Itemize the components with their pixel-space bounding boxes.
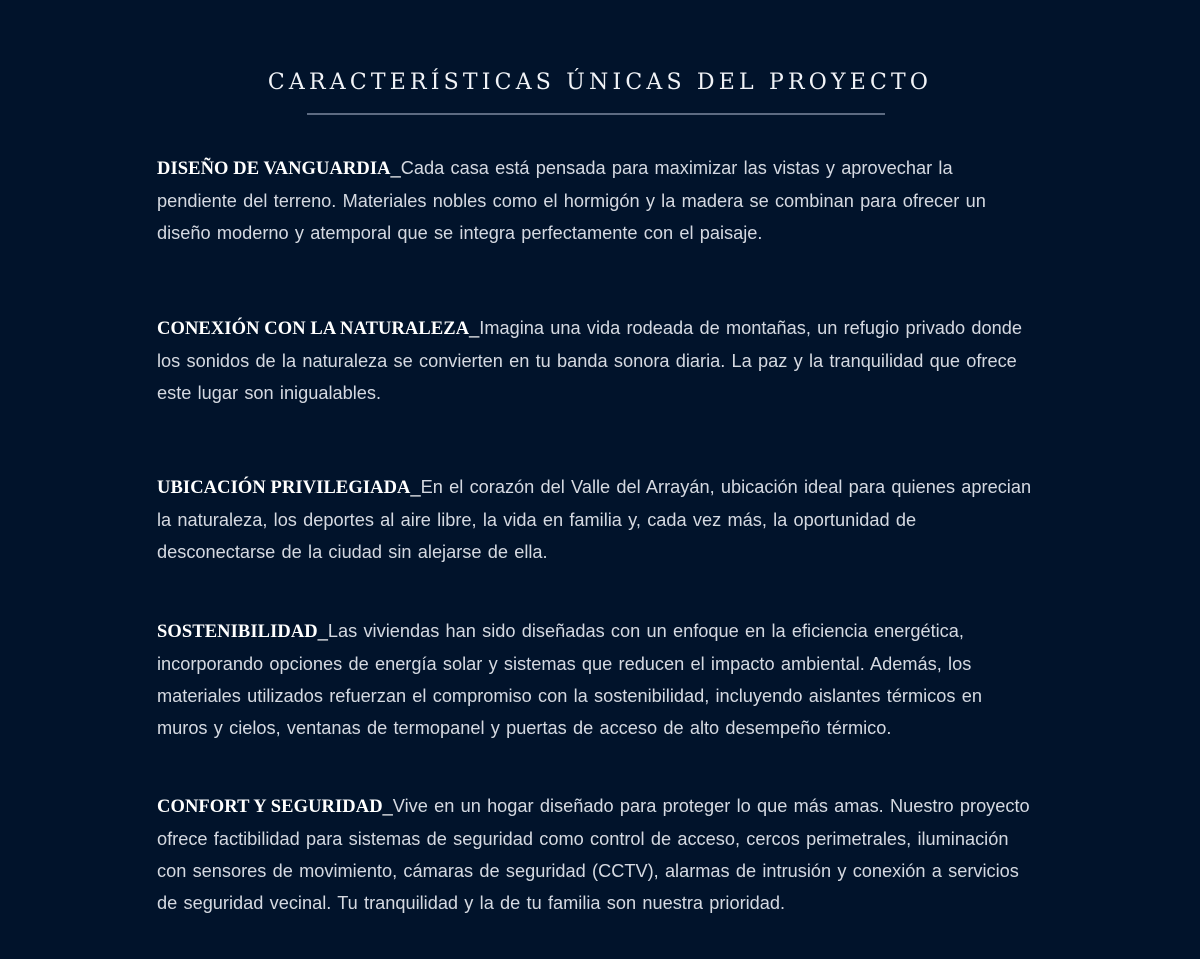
- feature-heading: DISEÑO DE VANGUARDIA: [157, 159, 391, 179]
- title-section: [0, 64, 1200, 102]
- feature-heading: CONFORT Y SEGURIDAD: [157, 797, 383, 817]
- feature-heading: UBICACIÓN PRIVILEGIADA: [157, 478, 411, 498]
- feature-nature: [157, 312, 1037, 409]
- feature-security: [157, 790, 1037, 919]
- feature-body: Las viviendas han sido diseñadas con un enfoque en la eficiencia energética, incorporando opciones de energía solar y sistemas que reducen el impacto ambiental. Además, los materiales utilizados refuerzan el compromiso con la sostenibilidad, incluyendo aislantes térmicos en muros y cielos, ventanas de termopanel y puertas de acceso de alto desempeño térmico.: [157, 621, 982, 738]
- feature-separator: _: [390, 158, 401, 178]
- feature-location: [157, 471, 1037, 568]
- feature-heading: SOSTENIBILIDAD: [157, 622, 318, 642]
- feature-body: Cada casa está pensada para maximizar las vistas y aprovechar la pendiente del terreno. Materiales nobles como el hormigón y la madera se combinan para ofrecer un diseño moderno y atemporal que se integra perfectamente con el paisaje.: [157, 158, 986, 243]
- feature-sustainability: [157, 615, 1037, 744]
- feature-heading: CONEXIÓN CON LA NATURALEZA: [157, 319, 470, 339]
- title-divider: [307, 113, 885, 115]
- feature-body: Vive en un hogar diseñado para proteger lo que más amas. Nuestro proyecto ofrece factibilidad para sistemas de seguridad como control de acceso, cercos perimetrales, iluminación con sensores de movimiento, cámaras de seguridad (CCTV), alarmas de intrusión y conexión a servicios de seguridad vecinal. Tu tranquilidad y la de tu familia son nuestra prioridad.: [157, 796, 1030, 913]
- feature-separator: _: [317, 621, 328, 641]
- page-title: CARACTERÍSTICAS ÚNICAS DEL PROYECTO: [267, 70, 933, 95]
- feature-separator: _: [469, 318, 480, 338]
- feature-design: [157, 152, 1037, 249]
- feature-body: Imagina una vida rodeada de montañas, un refugio privado donde los sonidos de la naturaleza se convierten en tu banda sonora diaria. La paz y la tranquilidad que ofrece este lugar son inigualables.: [157, 318, 1022, 403]
- feature-body: En el corazón del Valle del Arrayán, ubicación ideal para quienes aprecian la naturaleza, los deportes al aire libre, la vida en familia y, cada vez más, la oportunidad de desconectarse de la ciudad sin alejarse de ella.: [157, 477, 1032, 562]
- feature-separator: _: [382, 796, 393, 816]
- feature-separator: _: [410, 477, 421, 497]
